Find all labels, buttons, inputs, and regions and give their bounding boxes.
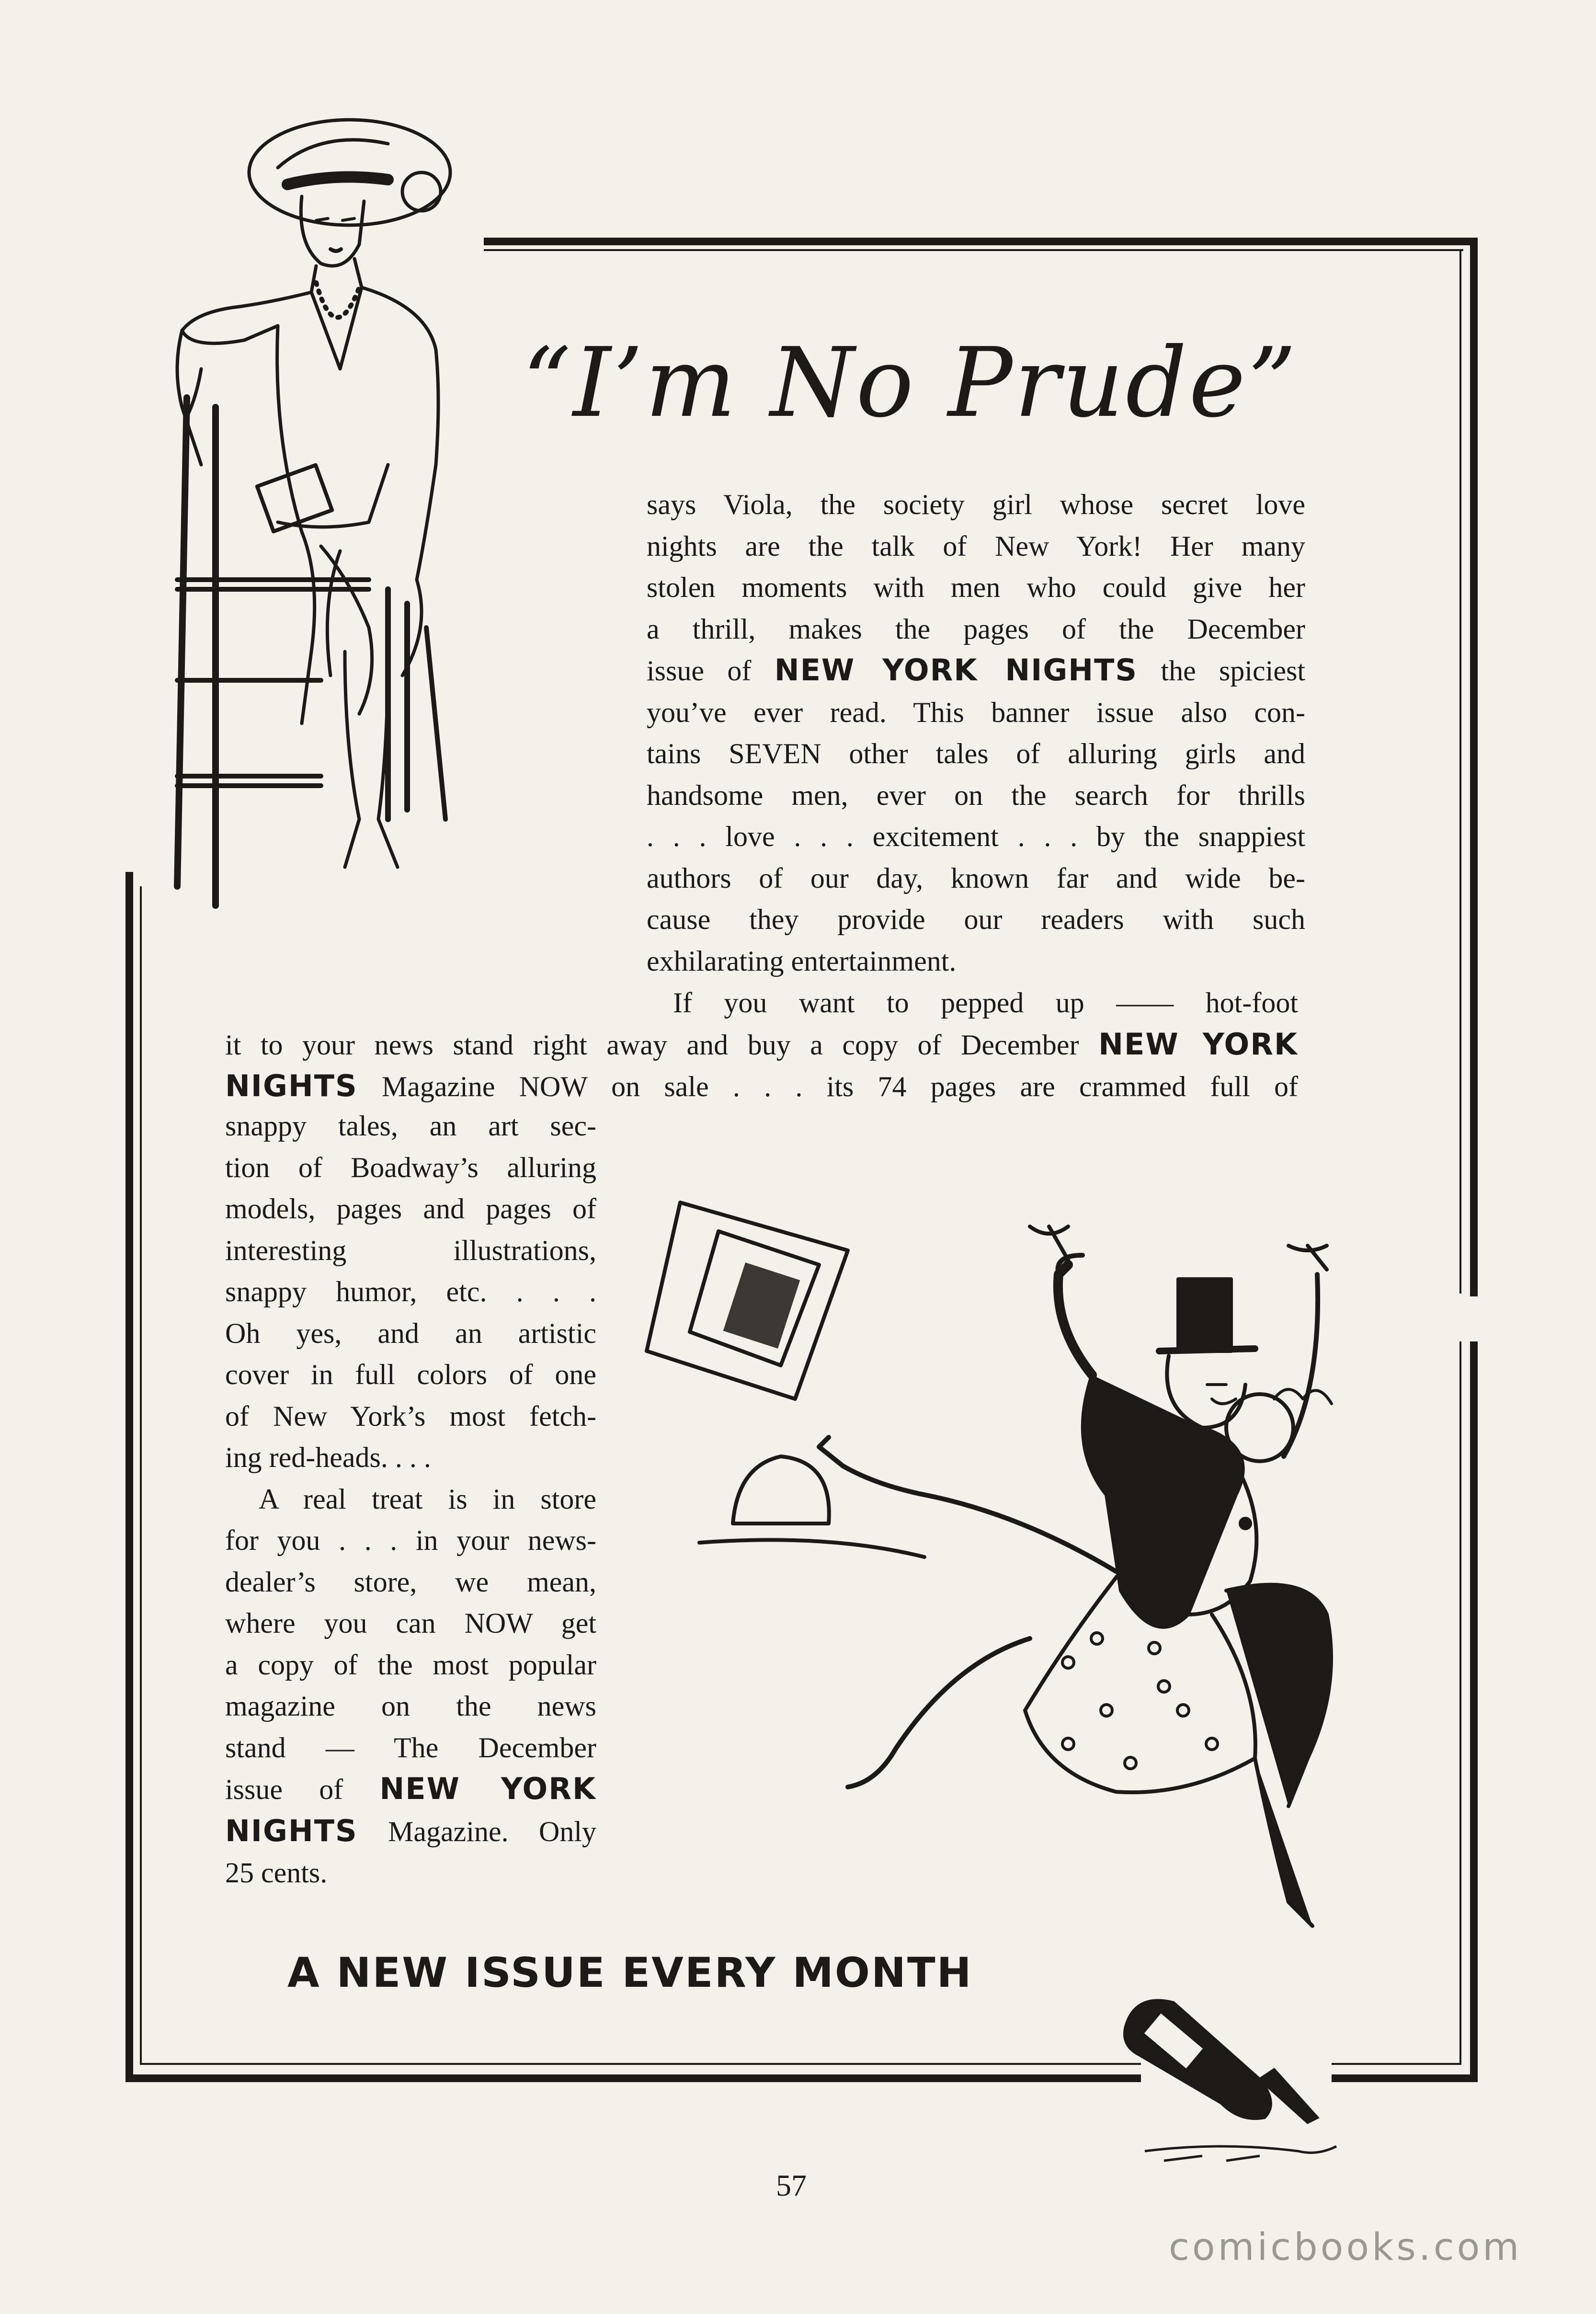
column-lines-line: stand — The December: [225, 1731, 596, 1764]
column-lines-line: cover in full colors of one: [225, 1359, 596, 1390]
paragraph1-lines-line: nights are the talk of New York! Her many: [647, 530, 1305, 562]
column-lines-line: tion of Boadway’s alluring: [225, 1151, 596, 1183]
border-right-lower: [1470, 1341, 1478, 2079]
text-fragment: it to your news stand right away and buy a copy of December: [225, 1029, 1099, 1061]
source-watermark: comicbooks.com: [1169, 2226, 1522, 2269]
column-lines-line: snappy tales, an art sec-: [225, 1110, 596, 1142]
paragraph1-lines-line: cause they provide our readers with such: [647, 904, 1305, 935]
magazine-name: NIGHTS: [225, 1813, 358, 1848]
column-lines-line: interesting illustrations,: [225, 1234, 596, 1266]
paragraph2-lines-line: If you want to pepped up —— hot-foot: [673, 987, 1298, 1019]
column-lines-line: magazine on the news: [225, 1690, 596, 1722]
border-bottom-right: [1332, 2074, 1478, 2082]
paragraph2-lines-line: [225, 1024, 1298, 1066]
column-lines-line: 25 cents.: [225, 1857, 328, 1889]
border-bottom-right-inner: [1332, 2063, 1461, 2065]
border-bottom-inner: [140, 2063, 1141, 2065]
column-lines-line: models, pages and pages of: [225, 1193, 596, 1225]
paragraph1-lines-line: authors of our day, known far and wide be-: [647, 862, 1305, 894]
paragraph1-lines-line: . . . love . . . excitement . . . by the snappiest: [647, 821, 1305, 852]
text-fragment: Magazine. Only: [357, 1815, 596, 1847]
paragraph1-lines-line: a thrill, makes the pages of the December: [647, 613, 1305, 645]
text-fragment: Magazine NOW on sale . . . its 74 pages are crammed full of: [357, 1071, 1298, 1102]
border-bottom: [125, 2074, 1141, 2082]
column-lines-line: ing red-heads. . . .: [225, 1442, 431, 1473]
call-to-action-paragraph: [225, 982, 1298, 1108]
magazine-name: NEW YORK: [379, 1771, 597, 1806]
paragraph1-lines-line: handsome men, ever on the search for thrills: [647, 779, 1305, 811]
column-lines-line: for you . . . in your news-: [225, 1524, 596, 1556]
column-lines-line: snappy humor, etc. . . .: [225, 1276, 596, 1307]
text-fragment: issue of: [225, 1774, 380, 1805]
border-top-inner: [484, 249, 1463, 251]
border-left: [125, 872, 133, 2082]
footer-slogan: A NEW ISSUE EVERY MONTH: [287, 1949, 973, 1997]
border-right-inner: [1459, 249, 1461, 1294]
text-fragment: issue of: [647, 655, 775, 687]
text-fragment: the spiciest: [1138, 655, 1306, 687]
magazine-name: NEW YORK: [1098, 1026, 1298, 1062]
details-column: [225, 1105, 596, 1894]
column-lines-line: dealer’s store, we mean,: [225, 1566, 596, 1598]
border-top: [484, 238, 1478, 245]
border-left-inner: [140, 886, 142, 2065]
intro-paragraph: [647, 484, 1305, 982]
column-lines-line: A real treat is in store: [259, 1483, 596, 1515]
column-lines-line: Oh yes, and an artistic: [225, 1317, 596, 1349]
column-lines-line: [225, 1768, 596, 1810]
paragraph1-lines-line: exhilarating entertainment.: [647, 945, 957, 977]
column-lines-line: [225, 1810, 596, 1853]
paragraph2-lines-line: [225, 1065, 1298, 1108]
society-girl-illustration: [120, 101, 493, 925]
headline: “I’m No Prude”: [522, 327, 1299, 439]
paragraph1-lines-line: stolen moments with men who could give her: [647, 572, 1305, 603]
magazine-name: NIGHTS: [225, 1068, 358, 1103]
page-number: 57: [776, 2168, 807, 2202]
column-lines-line: where you can NOW get: [225, 1607, 596, 1639]
border-right: [1470, 238, 1478, 1296]
champagne-bottle-illustration: [1116, 1983, 1346, 2175]
column-lines-line: a copy of the most popular: [225, 1649, 596, 1681]
paragraph1-lines-line: says Viola, the society girl whose secret love: [647, 489, 1305, 520]
paragraph1-lines-line: tains SEVEN other tales of alluring girls and: [647, 738, 1305, 769]
paragraph1-lines-line: [647, 650, 1305, 692]
column-lines-line: of New York’s most fetch-: [225, 1400, 596, 1432]
magazine-name: NEW YORK NIGHTS: [774, 653, 1138, 687]
dancing-couple-illustration: [637, 1159, 1471, 1964]
paragraph1-lines-line: you’ve ever read. This banner issue also con-: [647, 696, 1305, 728]
